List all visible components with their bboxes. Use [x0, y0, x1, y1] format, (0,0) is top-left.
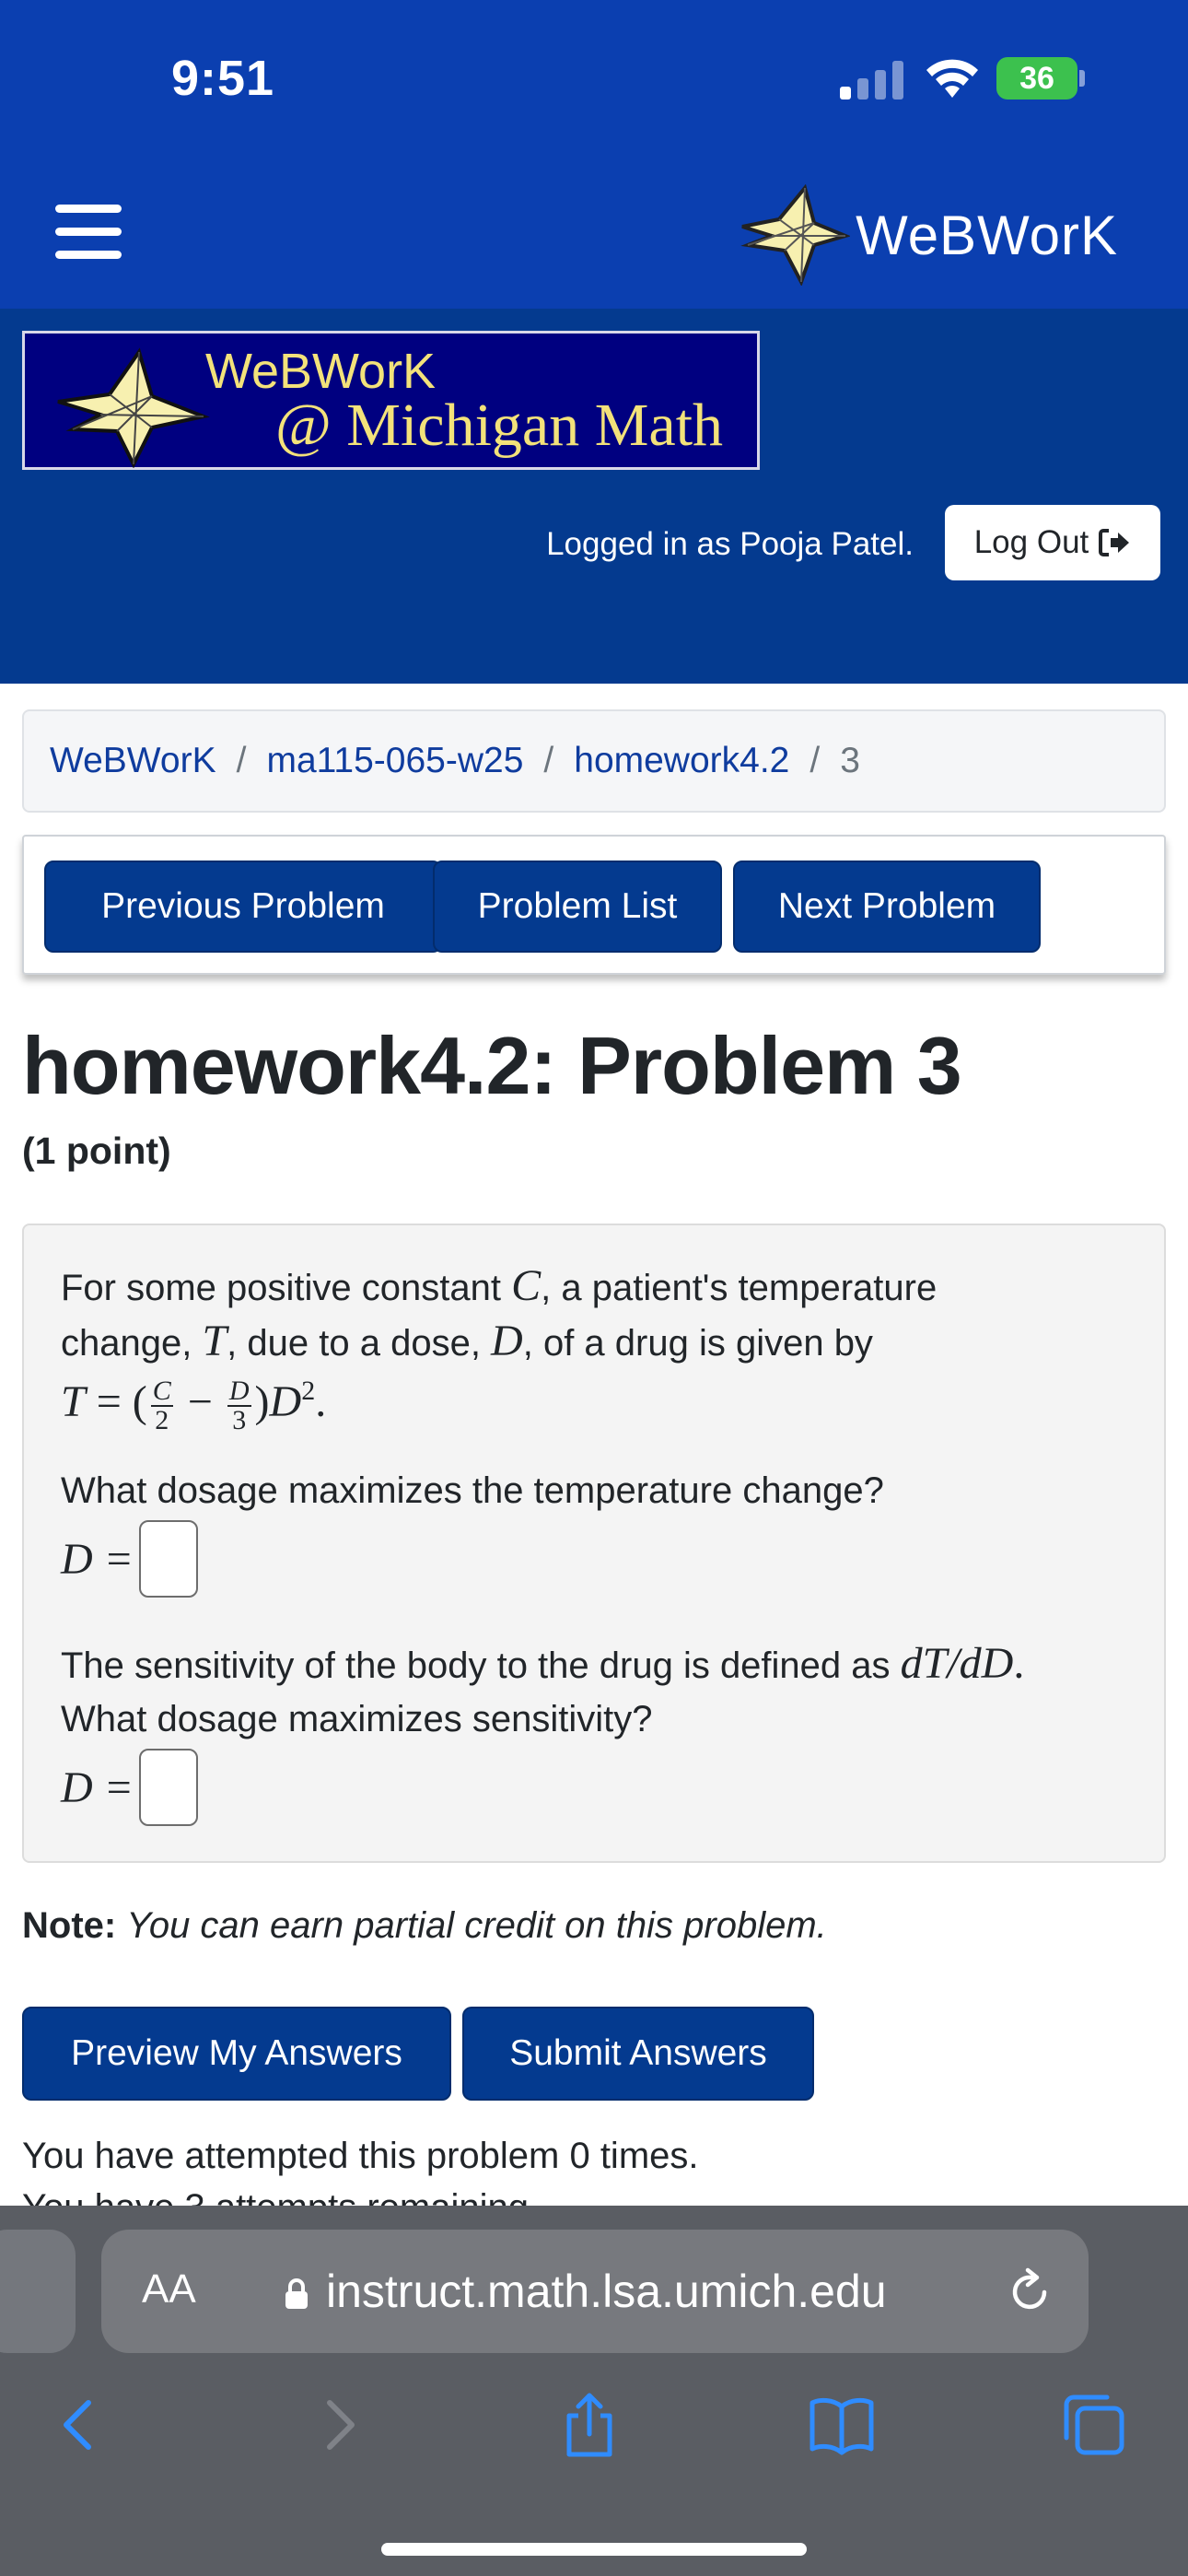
temperature-formula: T = ( $\frac{C}{2}$ − $\frac{D}{3}$ )$D^2$. [61, 1376, 327, 1436]
preview-answers-button[interactable]: Preview My Answers [22, 2007, 451, 2101]
status-bar [0, 0, 1188, 157]
next-problem-button[interactable]: Next Problem [733, 861, 1041, 953]
page-title: homework4.2: Problem 3 [22, 1020, 961, 1111]
wifi-icon [925, 57, 980, 100]
url-text: instruct.math.lsa.umich.edu [326, 2266, 887, 2317]
reload-icon[interactable] [1004, 2266, 1055, 2318]
browser-toolbar [0, 2206, 1188, 2576]
logout-button[interactable] [945, 505, 1160, 580]
address-bar[interactable] [101, 2230, 1089, 2353]
attempts-count: You have attempted this problem 0 times. [22, 2136, 699, 2176]
problem-body [22, 1224, 1166, 1863]
webwork-star-icon [735, 184, 850, 286]
brand-name: WeBWorK [856, 204, 1118, 266]
logout-icon [1098, 528, 1131, 557]
battery-icon [996, 57, 1085, 100]
logo-line2: @ Michigan Math [275, 392, 724, 459]
bookmarks-icon[interactable] [807, 2390, 877, 2460]
problem-text-line2: change, T, due to a dose, D, of a drug is given by [61, 1317, 873, 1365]
answer-2-label: D = [61, 1762, 134, 1812]
breadcrumb-webwork[interactable]: WeBWorK [50, 741, 216, 780]
lock-icon [284, 2277, 309, 2311]
share-icon[interactable] [554, 2390, 624, 2460]
problem-nav [22, 835, 1166, 975]
answer-1-input[interactable] [139, 1520, 198, 1598]
submit-answers-button[interactable]: Submit Answers [462, 2007, 814, 2101]
question-2-line2: What dosage maximizes sensitivity? [61, 1699, 653, 1739]
problem-text-line1: For some positive constant C, a patient's temperature [61, 1261, 938, 1310]
partial-credit-note: Note: You can earn partial credit on this problem. [22, 1905, 827, 1946]
answer-2-input[interactable] [139, 1749, 198, 1826]
previous-tab-stub[interactable] [0, 2230, 76, 2353]
brand-link[interactable] [735, 184, 1118, 286]
site-banner [0, 309, 1188, 684]
back-icon[interactable] [44, 2390, 114, 2460]
tabs-icon[interactable] [1059, 2390, 1129, 2460]
answer-1-row [61, 1520, 198, 1598]
problem-points: (1 point) [22, 1130, 171, 1172]
home-indicator[interactable] [381, 2543, 807, 2556]
logged-in-status: Logged in as Pooja Patel. [546, 526, 914, 562]
logo-star-icon [49, 339, 228, 468]
breadcrumb-set[interactable]: homework4.2 [574, 741, 790, 780]
michigan-webwork-logo[interactable] [22, 331, 760, 470]
answer-1-label: D = [61, 1534, 134, 1584]
breadcrumb-course[interactable]: ma115-065-w25 [266, 741, 524, 780]
logo-line1: WeBWorK [205, 344, 437, 399]
status-time: 9:51 [171, 51, 275, 106]
previous-problem-button[interactable]: Previous Problem [44, 861, 442, 953]
forward-icon[interactable] [304, 2390, 374, 2460]
top-navbar [0, 157, 1188, 309]
problem-list-button[interactable]: Problem List [433, 861, 722, 953]
answer-2-row [61, 1749, 198, 1826]
battery-level: 36 [996, 57, 1077, 100]
question-1: What dosage maximizes the temperature change? [61, 1470, 884, 1511]
question-2-line1: The sensitivity of the body to the drug is defined as dT/dD. [61, 1639, 1025, 1688]
reader-settings-button[interactable]: AA [142, 2266, 196, 2312]
cellular-signal-icon [840, 61, 904, 100]
menu-icon[interactable] [55, 205, 122, 260]
breadcrumb: WeBWorK / ma115-065-w25 / homework4.2 / 3 [22, 709, 1166, 813]
breadcrumb-current: 3 [840, 741, 860, 780]
logout-label: Log Out [973, 524, 1089, 560]
